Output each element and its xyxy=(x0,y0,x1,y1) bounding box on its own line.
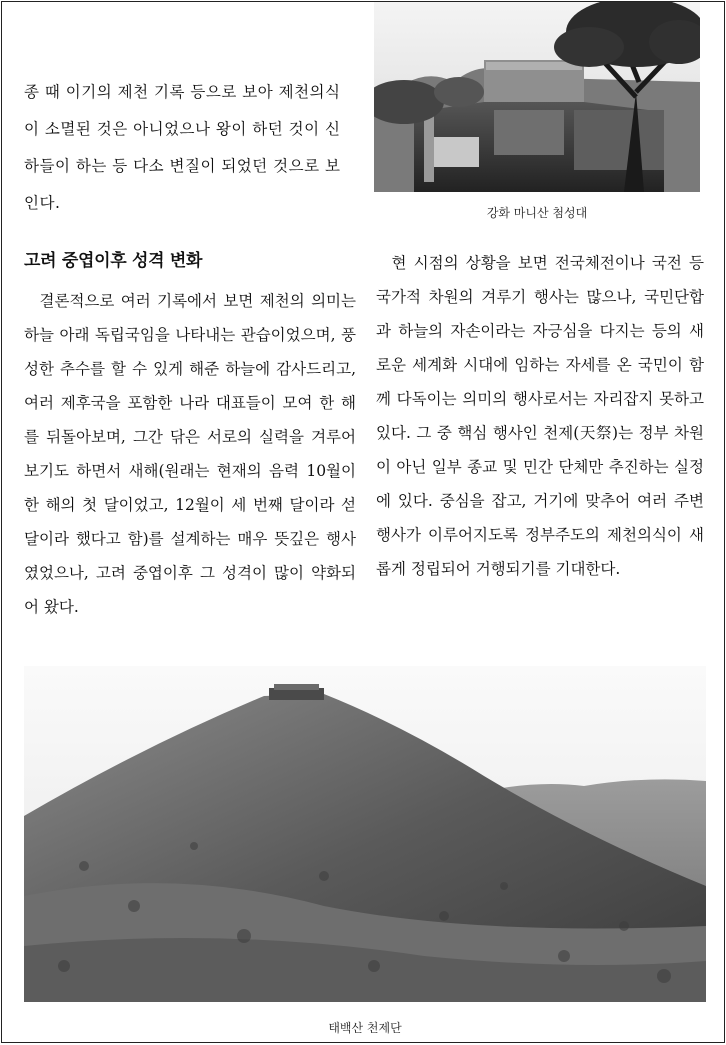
section-heading: 고려 중엽이후 성격 변화 xyxy=(24,251,203,271)
right-column xyxy=(376,246,704,586)
photo-taebaeksan-altar xyxy=(24,666,706,1002)
photo-ganghwa-image xyxy=(374,2,700,192)
caption-top-photo: 강화 마니산 첨성대 xyxy=(486,206,588,220)
intro-paragraph: 종 때 이기의 제천 기록 등으로 보아 제천의식이 소멸된 것은 아니었으나 왕이 하던 것이 신하들이 하는 등 다소 변질이 되었던 것으로 보인다. xyxy=(24,83,341,212)
right-paragraph: 현 시점의 상황을 보면 전국체전이나 국전 등 국가적 차원의 겨루기 행사는 많으나, 국민단합과 하늘의 자손이라는 자긍심을 다지는 등의 새로운 세계화 시대에 임하는 자세를 온 국민이 함께 다독이는 의미의 행사로서는 자리잡지 못하고 있다. 그 중 핵심 행사인 천제(天祭)는 정부 차원이 아닌 일부 종교 및 민간 단체만 추진하는 실정에 있다. 중심을 잡고, 거기에 맞추어 여러 주변행사가 이루어지도록 정부주도의 제천의식이 새롭게 정립되어 거행되기를 기대한다. xyxy=(376,254,704,578)
photo-taebaeksan-image xyxy=(24,666,706,1002)
intro-text xyxy=(24,74,354,222)
left-paragraph: 결론적으로 여러 기록에서 보면 제천의 의미는 하늘 아래 독립국임을 나타내는 관습이었으며, 풍성한 추수를 할 수 있게 해준 하늘에 감사드리고, 여러 제후국을 포함한 나라 대표들이 모여 한 해를 뒤돌아보며, 그간 닦은 서로의 실력을 겨루어 보기도 하면서 새해(원래는 현재의 음력 10월이 한 해의 첫 달이었고, 12월이 세 번째 달이라 섣달이라 했다고 함)를 설계하는 매우 뜻깊은 행사였었으나, 고려 중엽이후 그 성격이 많이 약화되어 왔다. xyxy=(24,292,356,616)
photo-ganghwa-manisan-altar xyxy=(374,2,700,192)
left-column xyxy=(24,284,356,624)
document-page xyxy=(1,1,725,1043)
caption-bottom-photo: 태백산 천제단 xyxy=(328,1021,402,1035)
